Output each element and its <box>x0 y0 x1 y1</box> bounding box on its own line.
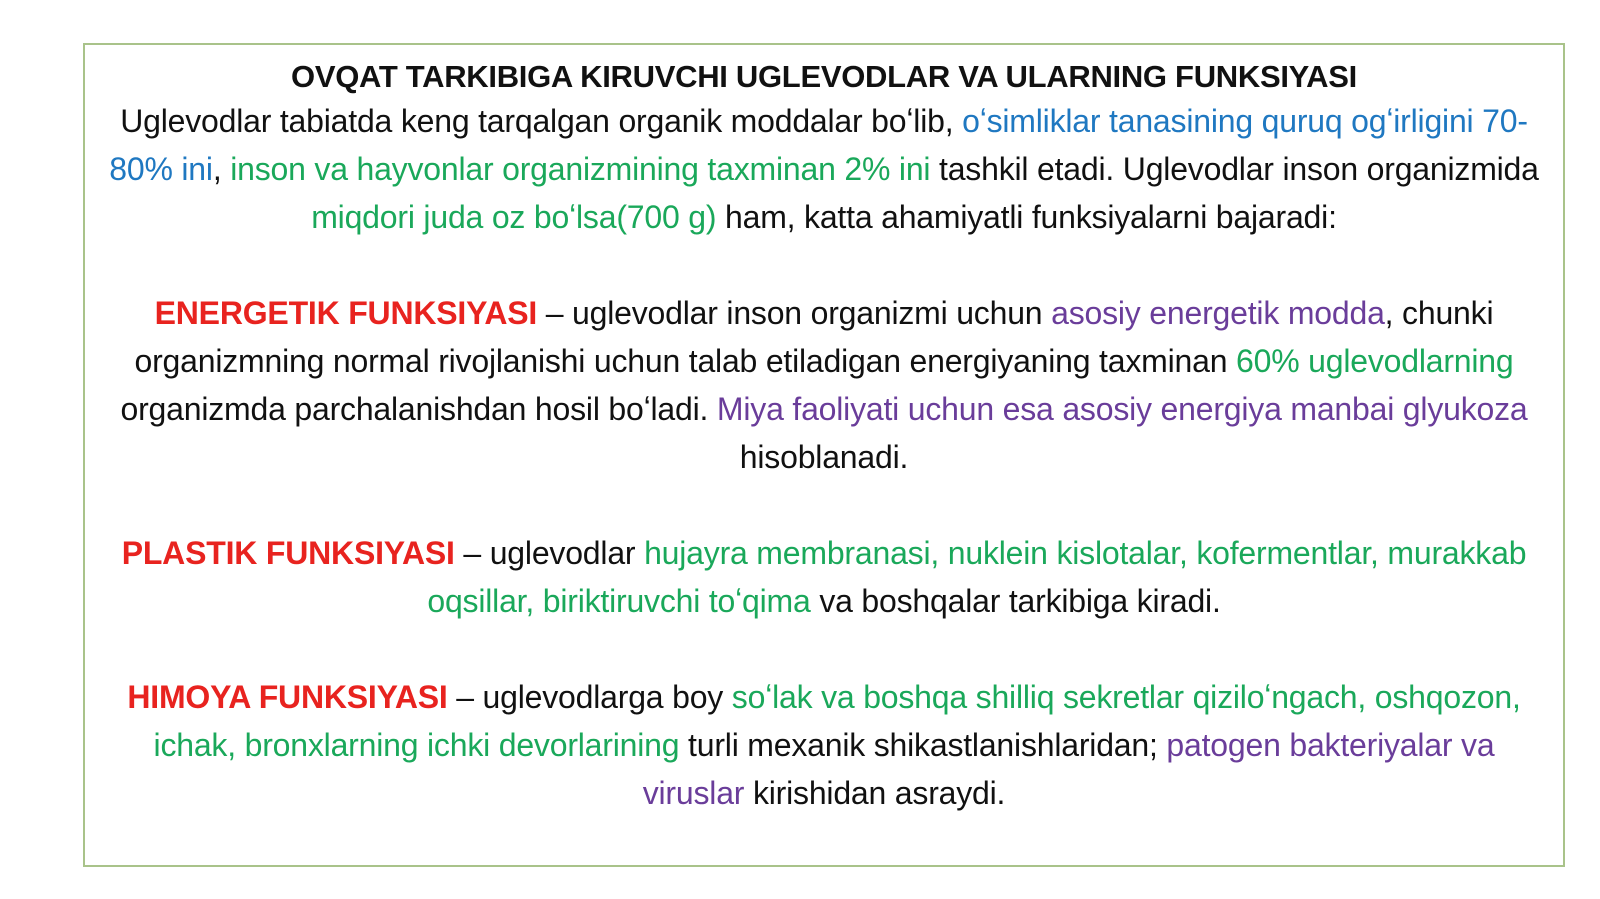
intro-highlight-amount: miqdori juda oz boʻlsa(700 g) <box>311 199 717 235</box>
energetic-text-3: organizmda parchalanishdan hosil boʻladi. <box>120 391 717 427</box>
intro-text-4: ham, katta ahamiyatli funksiyalarni bajaradi: <box>716 199 1337 235</box>
energetic-text-4: hisoblanadi. <box>739 439 909 475</box>
spacer <box>85 625 1563 673</box>
energetic-highlight-percent: 60% uglevodlarning <box>1236 343 1514 379</box>
intro-paragraph <box>85 97 1563 241</box>
energetic-text-2: , chunki organizmning normal rivojlanishi uchun talab etiladigan energiyaning taxminan <box>134 295 1494 379</box>
protective-text-1: – uglevodlarga boy <box>447 679 732 715</box>
plastic-heading: PLASTIK FUNKSIYASI <box>121 535 455 571</box>
content-frame <box>83 43 1565 867</box>
protective-text-3: kirishidan asraydi. <box>744 775 1006 811</box>
protective-heading: HIMOYA FUNKSIYASI <box>127 679 448 715</box>
protective-highlight-secretions: soʻlak va boshqa shilliq sekretlar qiziloʻngach, oshqozon, ichak, bronxlarning ichki devorlarining <box>153 679 1521 763</box>
energetic-text-1: – uglevodlar inson organizmi uchun <box>537 295 1052 331</box>
energetic-heading: ENERGETIK FUNKSIYASI <box>154 295 538 331</box>
intro-text-3: tashkil etadi. Uglevodlar inson organizmida <box>930 151 1539 187</box>
protective-text-2: turli mexanik shikastlanishlaridan; <box>679 727 1167 763</box>
plastic-paragraph <box>85 529 1563 625</box>
protective-paragraph <box>85 673 1563 817</box>
intro-text-1: Uglevodlar tabiatda keng tarqalgan organik moddalar boʻlib, <box>120 103 963 139</box>
page-title: OVQAT TARKIBIGA KIRUVCHI UGLEVODLAR VA ULARNING FUNKSIYASI <box>291 59 1357 94</box>
plastic-text-2: va boshqalar tarkibiga kiradi. <box>810 583 1221 619</box>
spacer <box>85 481 1563 529</box>
intro-highlight-humans: inson va hayvonlar organizmining taxminan 2% ini <box>230 151 931 187</box>
energetic-highlight-brain: Miya faoliyati uchun esa asosiy energiya manbai glyukoza <box>716 391 1528 427</box>
intro-text-2: , <box>212 151 231 187</box>
spacer <box>85 241 1563 289</box>
energetic-highlight-main: asosiy energetik modda <box>1051 295 1385 331</box>
energetic-paragraph <box>85 289 1563 481</box>
plastic-text-1: – uglevodlar <box>454 535 645 571</box>
plastic-highlight-components: hujayra membranasi, nuklein kislotalar, kofermentlar, murakkab oqsillar, biriktiruvchi toʻqima <box>427 535 1527 619</box>
intro-highlight-plants: oʻsimliklar tanasining quruq ogʻirligini 70-80% ini <box>109 103 1528 187</box>
protective-highlight-pathogens: patogen bakteriyalar va viruslar <box>642 727 1495 811</box>
